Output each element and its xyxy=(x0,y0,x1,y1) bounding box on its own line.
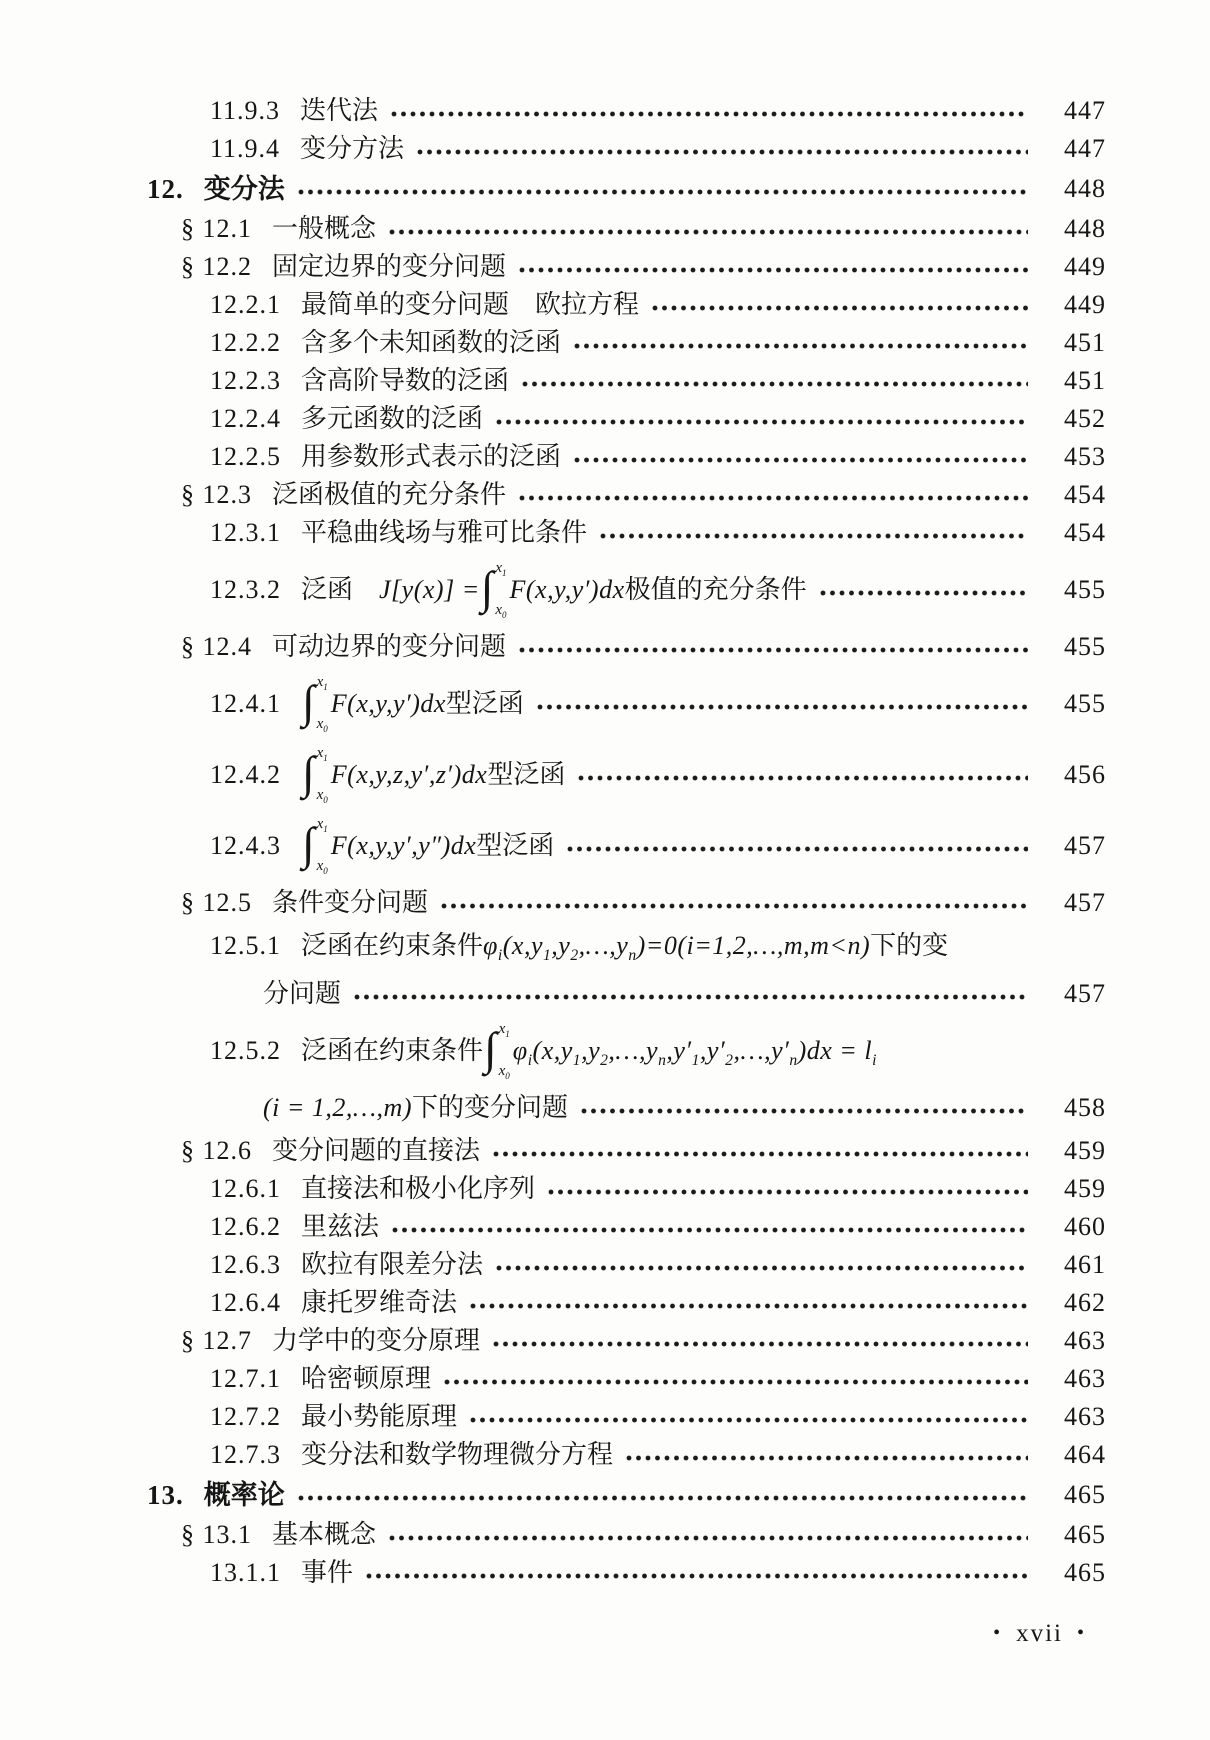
toc-entry xyxy=(0,1398,1210,1436)
toc-entry xyxy=(0,813,1210,879)
integral-lower-limit: $x_0$ xyxy=(498,1063,510,1082)
page-number: 457 xyxy=(1064,979,1106,1009)
toc-entry xyxy=(0,476,1210,514)
page-number: 447 xyxy=(1064,96,1106,126)
dot-leader xyxy=(819,589,1028,597)
entry-title-text: 含高阶导数的泛函 xyxy=(301,366,510,396)
dot-leader xyxy=(577,774,1028,782)
entry-number: 12.4.1 xyxy=(210,689,281,719)
entry-title-text: 用参数形式表示的泛函 xyxy=(301,442,562,472)
dot-leader xyxy=(580,1107,1028,1115)
entry-title-text: 概率论 xyxy=(203,1479,285,1510)
entry-number: § 12.5 xyxy=(181,888,252,918)
page-footer xyxy=(0,1620,1210,1648)
entry-title-text: 泛函 xyxy=(301,575,380,605)
dot-leader xyxy=(469,1416,1028,1424)
entry-title xyxy=(301,329,561,356)
entry-title-text: 变分法 xyxy=(203,173,285,204)
dot-leader xyxy=(388,1534,1028,1542)
dot-leader xyxy=(566,845,1028,853)
integral-glyph: ∫ xyxy=(302,676,315,728)
entry-title-text: 最小势能原理 xyxy=(301,1402,458,1432)
page-number: 465 xyxy=(1064,1480,1106,1510)
entry-title xyxy=(272,1521,376,1548)
integral-upper-limit: $x_1$ xyxy=(498,1021,510,1039)
dot-leader xyxy=(625,1454,1028,1462)
toc-entry xyxy=(0,1084,1210,1132)
entry-title xyxy=(204,1481,285,1509)
dot-leader xyxy=(573,456,1028,464)
entry-title xyxy=(301,405,483,432)
page-number: 452 xyxy=(1064,404,1106,434)
toc-entry xyxy=(0,286,1210,324)
entry-number: 12.3.1 xyxy=(210,518,281,548)
entry-title-continuation xyxy=(263,980,341,1007)
toc-entry xyxy=(0,742,1210,808)
entry-number: 12.7.2 xyxy=(210,1402,281,1432)
toc-entry xyxy=(0,1516,1210,1554)
entry-number: 12.7.1 xyxy=(210,1364,281,1394)
dot-leader xyxy=(416,148,1028,156)
dot-leader xyxy=(469,1302,1028,1310)
entry-title-text: 可动边界的变分问题 xyxy=(272,632,507,662)
entry-number: 12.2.1 xyxy=(210,290,281,320)
entry-title-text: 事件 xyxy=(301,1558,354,1588)
entry-title xyxy=(301,816,555,877)
entry-number: 12.2.2 xyxy=(210,328,281,358)
dot-leader xyxy=(495,1264,1028,1272)
toc-entry xyxy=(0,1208,1210,1246)
entry-formula-text: F(x,y,y′,y″)dx xyxy=(330,831,477,861)
toc-entry xyxy=(0,1554,1210,1592)
dot-leader xyxy=(388,228,1028,236)
integral-glyph: ∫ xyxy=(302,747,315,799)
toc-entry xyxy=(0,1322,1210,1360)
dot-leader xyxy=(390,110,1028,118)
entry-title-text: 康托罗维奇法 xyxy=(301,1288,458,1318)
entry-title-text: 一般概念 xyxy=(272,214,377,244)
toc-entry xyxy=(0,1360,1210,1398)
entry-title xyxy=(272,633,506,660)
entry-number: 13. xyxy=(147,1479,184,1510)
page-number: 455 xyxy=(1064,575,1106,605)
page-number: 449 xyxy=(1064,252,1106,282)
dot-leader xyxy=(518,494,1028,502)
entry-number: § 12.7 xyxy=(181,1326,252,1356)
page-number: 451 xyxy=(1064,366,1106,396)
entry-title-text: 变分法和数学物理微分方程 xyxy=(301,1440,614,1470)
dot-leader xyxy=(651,304,1028,312)
entry-number: § 12.2 xyxy=(181,252,252,282)
entry-number: 12.6.1 xyxy=(210,1174,281,1204)
entry-title-text: 极值的充分条件 xyxy=(624,575,807,605)
integral-lower-limit: $x_0$ xyxy=(316,787,328,806)
toc-entry xyxy=(0,210,1210,248)
entry-title xyxy=(272,889,428,916)
entry-title-text: 分问题 xyxy=(263,979,342,1009)
page-number: 455 xyxy=(1064,689,1106,719)
entry-number: § 12.4 xyxy=(181,632,252,662)
page-number: 463 xyxy=(1064,1326,1106,1356)
page-number: 451 xyxy=(1064,328,1106,358)
dot-leader xyxy=(521,380,1028,388)
entry-number: 11.9.4 xyxy=(210,134,281,164)
entry-title-text: 变分问题的直接法 xyxy=(272,1136,481,1166)
entry-number: 11.9.3 xyxy=(210,96,281,126)
dot-leader xyxy=(297,1494,1028,1502)
entry-title xyxy=(301,1021,877,1082)
entry-title-text: 迭代法 xyxy=(300,96,379,126)
integral-sign xyxy=(484,1021,510,1082)
entry-title xyxy=(301,745,566,806)
toc-entry xyxy=(0,557,1210,623)
entry-number: 12.3.2 xyxy=(210,575,281,605)
entry-formula-text: $\varphi_i(x,y_1,y_2,\dots,y_n)=0(i=1,2,\dots,m,m<n)$ xyxy=(483,931,871,965)
entry-title-text: 条件变分问题 xyxy=(272,888,429,918)
entry-formula-text: F(x,y,y′)dx xyxy=(509,575,625,605)
entry-number: 12.2.4 xyxy=(210,404,281,434)
entry-title xyxy=(272,253,506,280)
toc-entry xyxy=(0,130,1210,168)
entry-title-text: 泛函在约束条件 xyxy=(301,1036,484,1066)
toc-entry xyxy=(0,1246,1210,1284)
integral-upper-limit: $x_1$ xyxy=(316,674,328,692)
integral-glyph: ∫ xyxy=(302,818,315,870)
integral-lower-limit: $x_0$ xyxy=(316,858,328,877)
page-number: 448 xyxy=(1064,214,1106,244)
entry-title-text: 型泛函 xyxy=(487,760,566,790)
entry-number: 12.6.3 xyxy=(210,1250,281,1280)
entry-title-continuation xyxy=(263,1094,568,1121)
entry-number: 12. xyxy=(147,173,184,204)
entry-title xyxy=(301,1441,613,1468)
entry-title xyxy=(301,1365,431,1392)
integral-glyph: ∫ xyxy=(480,562,494,614)
page-number: 460 xyxy=(1064,1212,1106,1242)
entry-title xyxy=(301,1559,353,1586)
entry-title-text: 含多个未知函数的泛函 xyxy=(301,328,562,358)
entry-number: 12.2.3 xyxy=(210,366,281,396)
page-number: 457 xyxy=(1064,888,1106,918)
page-number: 456 xyxy=(1064,760,1106,790)
footer-bullet-right: • xyxy=(1076,1622,1086,1644)
dot-leader xyxy=(492,1150,1028,1158)
entry-formula-text: F(x,y,y′)dx xyxy=(330,689,446,719)
entry-title-text: 基本概念 xyxy=(272,1520,377,1550)
page-number: 465 xyxy=(1064,1520,1106,1550)
page-number: 449 xyxy=(1064,290,1106,320)
entry-number: § 12.6 xyxy=(181,1136,252,1166)
page-number: 453 xyxy=(1064,442,1106,472)
toc-entry xyxy=(0,1436,1210,1474)
entry-number: § 13.1 xyxy=(181,1520,252,1550)
entry-number: 12.6.2 xyxy=(210,1212,281,1242)
integral-sign xyxy=(302,816,328,877)
page-number: 459 xyxy=(1064,1174,1106,1204)
entry-title xyxy=(301,1213,379,1240)
toc-entry xyxy=(0,400,1210,438)
entry-title xyxy=(272,481,506,508)
integral-sign xyxy=(302,674,328,735)
entry-number: 12.4.2 xyxy=(210,760,281,790)
entry-title xyxy=(301,1403,457,1430)
toc-entry xyxy=(0,92,1210,130)
dot-leader xyxy=(518,266,1028,274)
integral-sign xyxy=(480,560,507,621)
dot-leader xyxy=(536,703,1028,711)
integral-lower-limit: $x_0$ xyxy=(495,602,507,621)
dot-leader xyxy=(547,1188,1028,1196)
entry-title-text: 变分方法 xyxy=(300,134,405,164)
toc-entry xyxy=(0,922,1210,970)
entry-formula-text: F(x,y,z,y′,z′)dx xyxy=(330,760,488,790)
entry-number: § 12.1 xyxy=(181,214,252,244)
entry-title xyxy=(301,443,561,470)
entry-title-text: 固定边界的变分问题 xyxy=(272,252,507,282)
integral-lower-limit: $x_0$ xyxy=(316,716,328,735)
entry-title-text: 下的变 xyxy=(870,931,949,961)
dot-leader xyxy=(440,902,1028,910)
toc-entry xyxy=(0,248,1210,286)
entry-title xyxy=(204,175,285,203)
entry-title xyxy=(301,674,524,735)
toc-entry xyxy=(0,362,1210,400)
entry-title xyxy=(301,1251,483,1278)
entry-title xyxy=(301,560,807,621)
entry-title-text: 欧拉有限差分法 xyxy=(301,1250,484,1280)
entry-title xyxy=(301,519,587,546)
toc-entry xyxy=(0,168,1210,210)
page-number: 461 xyxy=(1064,1250,1106,1280)
integral-glyph: ∫ xyxy=(484,1023,497,1075)
entry-number: 12.5.2 xyxy=(210,1036,281,1066)
toc-entry xyxy=(0,1132,1210,1170)
entry-number: 13.1.1 xyxy=(210,1558,281,1588)
toc-entry xyxy=(0,628,1210,666)
entry-title-text: 力学中的变分原理 xyxy=(272,1326,481,1356)
dot-leader xyxy=(353,993,1028,1001)
entry-formula-text: $\varphi_i(x,y_1,y_2,\dots,y_n,y'_1,y'_2,\dots,y'_n)dx = l_i$ xyxy=(512,1036,877,1070)
toc-entry xyxy=(0,1170,1210,1208)
entry-title xyxy=(301,291,639,318)
entry-title xyxy=(300,97,378,124)
entry-title-text: 平稳曲线场与雅可比条件 xyxy=(301,518,588,548)
toc-entry xyxy=(0,514,1210,552)
entry-title-text: 哈密顿原理 xyxy=(301,1364,432,1394)
entry-title xyxy=(301,1175,535,1202)
entry-number: 12.2.5 xyxy=(210,442,281,472)
integral-upper-limit: $x_1$ xyxy=(316,816,328,834)
page-number: 465 xyxy=(1064,1558,1106,1588)
page-number: 454 xyxy=(1064,518,1106,548)
dot-leader xyxy=(365,1572,1028,1580)
entry-title xyxy=(272,1327,480,1354)
page-number: 455 xyxy=(1064,632,1106,662)
page-number: 459 xyxy=(1064,1136,1106,1166)
entry-formula-text: J[y(x)] = xyxy=(379,575,480,605)
entry-title xyxy=(301,931,949,965)
page-number: 464 xyxy=(1064,1440,1106,1470)
entry-title xyxy=(301,1289,457,1316)
page-number: 463 xyxy=(1064,1364,1106,1394)
toc-entry xyxy=(0,1474,1210,1516)
entry-title-text: 里兹法 xyxy=(301,1212,380,1242)
entry-number: § 12.3 xyxy=(181,480,252,510)
dot-leader xyxy=(443,1378,1028,1386)
entry-formula-text: (i = 1,2,…,m) xyxy=(263,1093,412,1123)
dot-leader xyxy=(599,532,1028,540)
integral-upper-limit: $x_1$ xyxy=(495,560,507,578)
entry-title-text: 型泛函 xyxy=(476,831,555,861)
entry-number: 12.7.3 xyxy=(210,1440,281,1470)
entry-title-text: 泛函在约束条件 xyxy=(301,931,484,961)
dot-leader xyxy=(492,1340,1028,1348)
entry-title xyxy=(301,367,509,394)
entry-title-text: 型泛函 xyxy=(445,689,524,719)
integral-upper-limit: $x_1$ xyxy=(316,745,328,763)
dot-leader xyxy=(518,646,1028,654)
entry-title-text: 最简单的变分问题 欧拉方程 xyxy=(301,290,640,320)
page-number: 454 xyxy=(1064,480,1106,510)
entry-title xyxy=(272,215,376,242)
dot-leader xyxy=(297,188,1028,196)
entry-title-text: 泛函极值的充分条件 xyxy=(272,480,507,510)
entry-title-text: 多元函数的泛函 xyxy=(301,404,484,434)
entry-title-text: 下的变分问题 xyxy=(411,1093,568,1123)
toc-entry xyxy=(0,671,1210,737)
dot-leader xyxy=(495,418,1028,426)
entry-number: 12.4.3 xyxy=(210,831,281,861)
page-number: 457 xyxy=(1064,831,1106,861)
entry-title xyxy=(300,135,404,162)
toc-entry xyxy=(0,970,1210,1018)
entry-title-text: 直接法和极小化序列 xyxy=(301,1174,536,1204)
page-number: 458 xyxy=(1064,1093,1106,1123)
toc-entry xyxy=(0,884,1210,922)
dot-leader xyxy=(391,1226,1028,1234)
toc-entry xyxy=(0,1284,1210,1322)
page-number: 462 xyxy=(1064,1288,1106,1318)
footer-bullet-left: • xyxy=(993,1622,1003,1644)
integral-sign xyxy=(302,745,328,806)
toc-entry xyxy=(0,1021,1210,1082)
entry-title xyxy=(272,1137,480,1164)
dot-leader xyxy=(573,342,1028,350)
page-number: 448 xyxy=(1064,174,1106,204)
page-number: 463 xyxy=(1064,1402,1106,1432)
toc-entry xyxy=(0,438,1210,476)
entry-number: 12.6.4 xyxy=(210,1288,281,1318)
page-number: 447 xyxy=(1064,134,1106,164)
footer-page-number: xvii xyxy=(1016,1620,1063,1647)
toc-entry xyxy=(0,324,1210,362)
entry-number: 12.5.1 xyxy=(210,931,281,961)
